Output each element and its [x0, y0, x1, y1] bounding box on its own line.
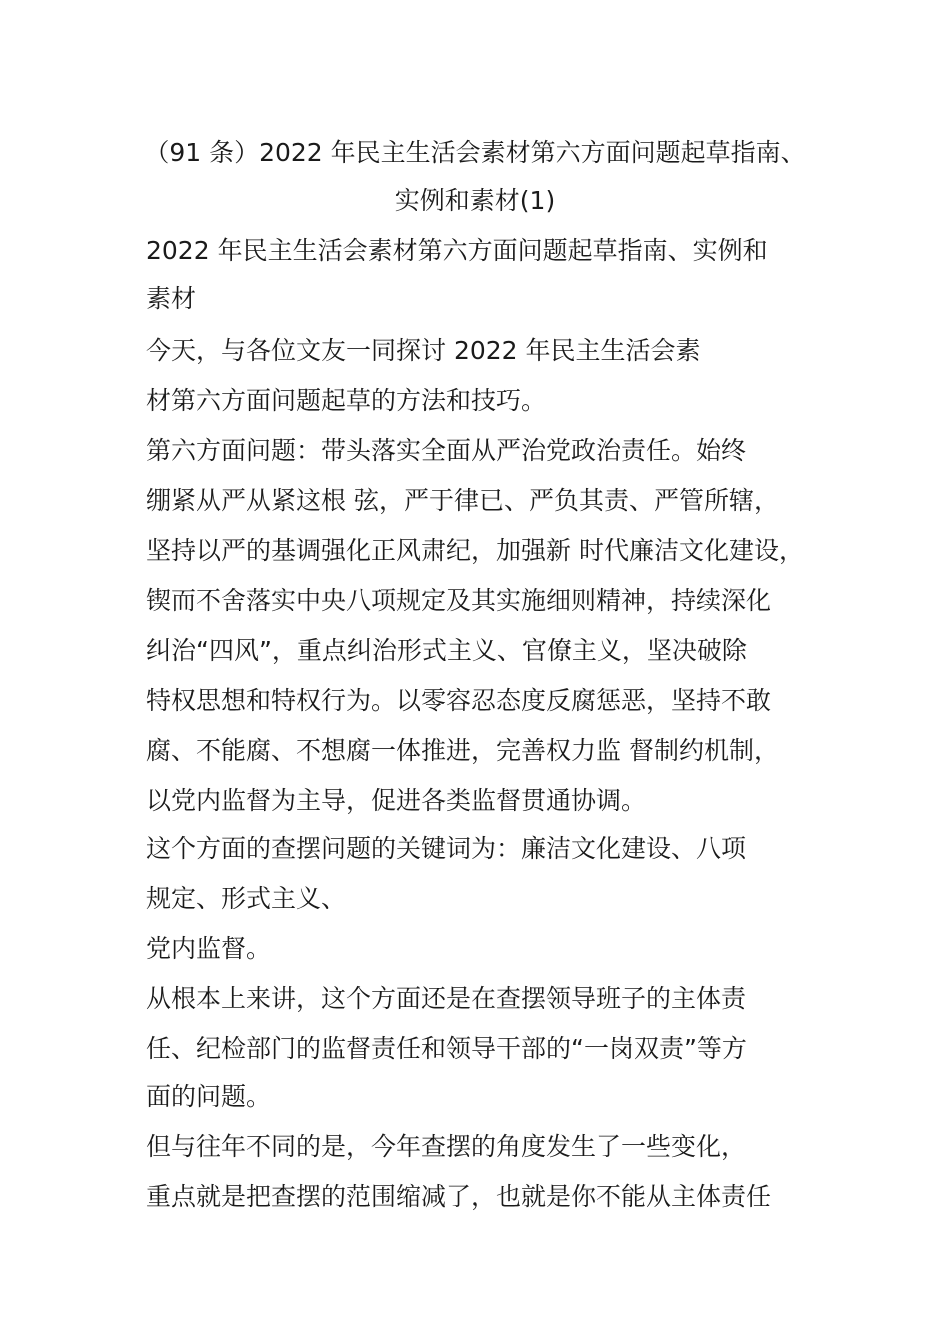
paragraph-issue-line-4: 锲而不舍落实中央八项规定及其实施细则精神，持续深化	[146, 586, 772, 615]
paragraph-issue-line-8: 以党内监督为主导，促进各类监督贯通协调。	[146, 786, 647, 815]
paragraph-issue-line-3: 坚持以严的基调强化正风肃纪，加强新 时代廉洁文化建设，	[146, 536, 804, 565]
paragraph-issue-line-5: 纠治“四风”，重点纠治形式主义、官僚主义，坚决破除	[146, 636, 747, 665]
paragraph-responsibility-line-2: 任、纪检部门的监督责任和领导干部的“一岗双责”等方	[146, 1034, 747, 1063]
paragraph-keywords-line-2: 规定、形式主义、	[146, 884, 347, 913]
document-title-line-1: （91 条）2022 年民主生活会素材第六方面问题起草指南、	[144, 138, 806, 167]
paragraph-issue-line-1: 第六方面问题：带头落实全面从严治党政治责任。始终	[146, 436, 747, 465]
paragraph-intro-line-2: 材第六方面问题起草的方法和技巧。	[146, 386, 547, 415]
document-title-line-2: 实例和素材(1)	[394, 186, 556, 215]
paragraph-issue-line-7: 腐、不能腐、不想腐一体推进，完善权力监 督制约机制，	[146, 736, 779, 765]
paragraph-responsibility-line-1: 从根本上来讲，这个方面还是在查摆领导班子的主体责	[146, 984, 747, 1013]
paragraph-intro-line-1: 今天，与各位文友一同探讨 2022 年民主生活会素	[146, 336, 701, 365]
paragraph-issue-line-6: 特权思想和特权行为。以零容忍态度反腐惩恶，坚持不敢	[146, 686, 772, 715]
paragraph-change-line-1: 但与往年不同的是，今年查摆的角度发生了一些变化，	[146, 1132, 747, 1161]
document-subtitle-line-1: 2022 年民主生活会素材第六方面问题起草指南、实例和	[146, 236, 768, 265]
paragraph-responsibility-line-3: 面的问题。	[146, 1082, 272, 1111]
document-subtitle-line-2: 素材	[146, 284, 197, 313]
paragraph-keywords-line-1: 这个方面的查摆问题的关键词为：廉洁文化建设、八项	[146, 834, 747, 863]
paragraph-issue-line-2: 绷紧从严从紧这根 弦，严于律已、严负其责、严管所辖，	[146, 486, 779, 515]
paragraph-change-line-2: 重点就是把查摆的范围缩减了，也就是你不能从主体责任	[146, 1182, 772, 1211]
paragraph-supervision-line-1: 党内监督。	[146, 934, 272, 963]
